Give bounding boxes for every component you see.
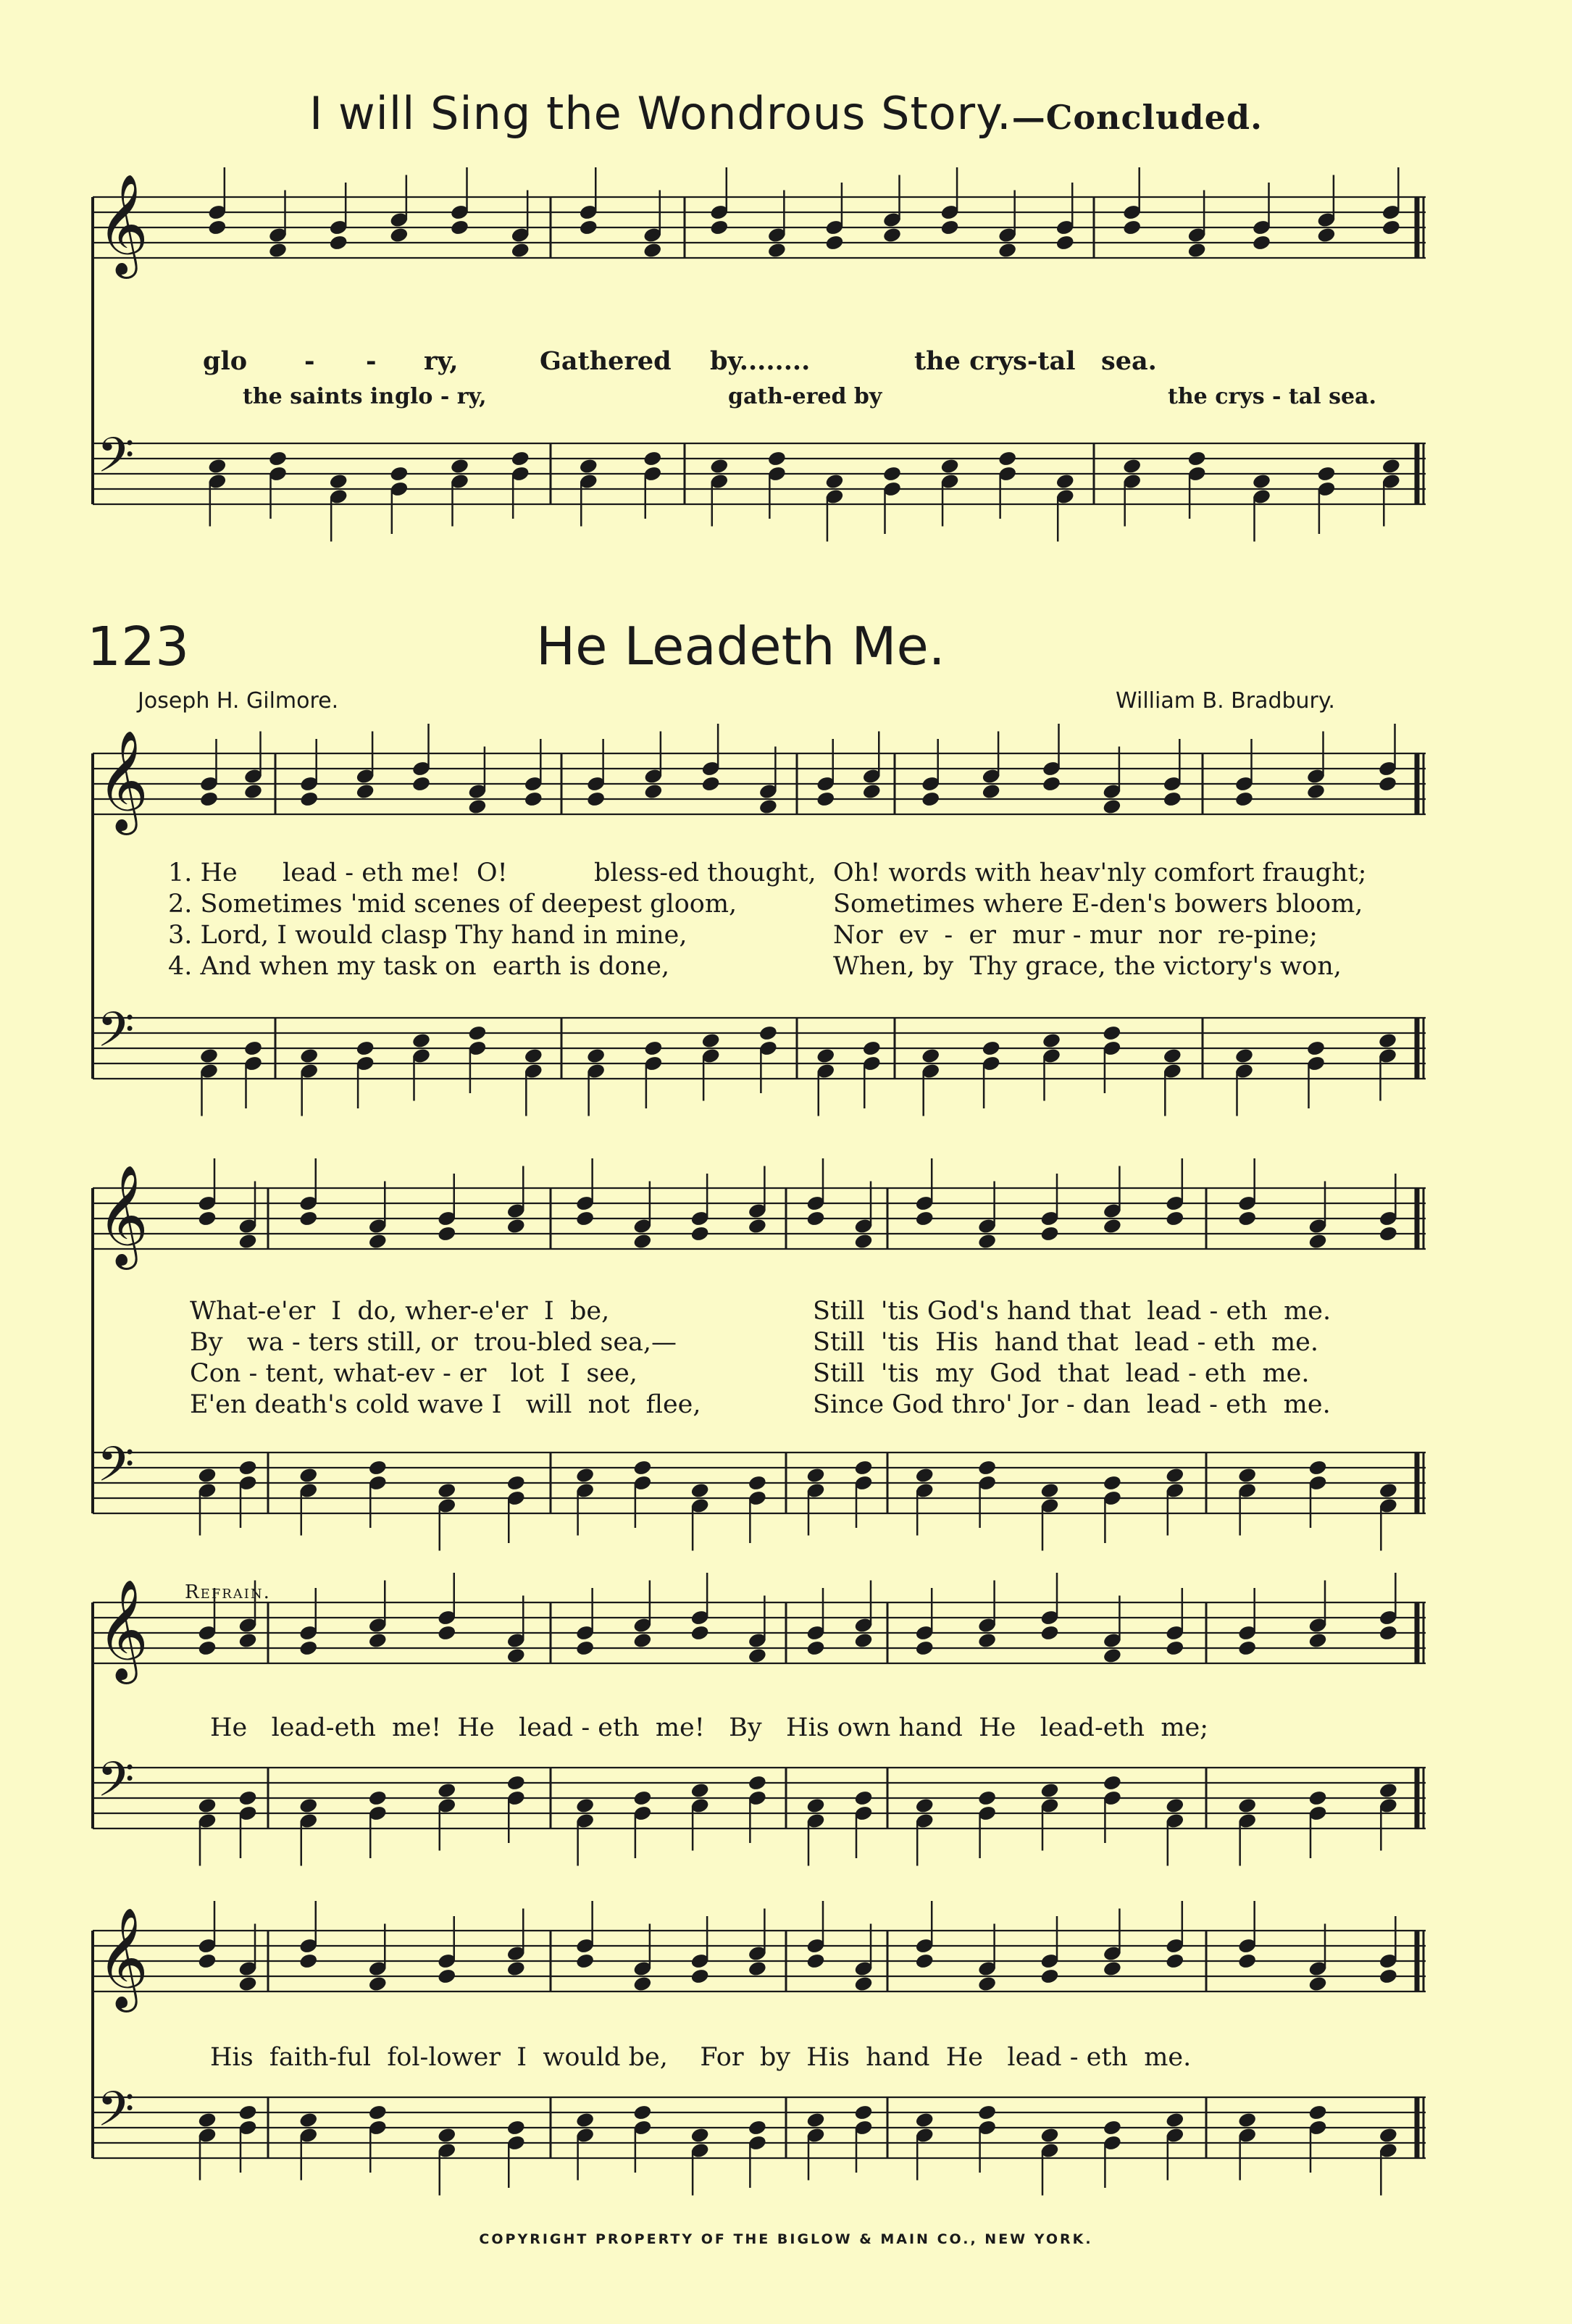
verse-1-line-b-1: What-e'er I do, wher-e'er I be, bbox=[190, 1297, 610, 1326]
verse-1-line-b-2: Still 'tis God's hand that lead - eth me. bbox=[813, 1297, 1331, 1326]
previous-hymn-title-text: I will Sing the Wondrous Story. bbox=[309, 87, 1012, 140]
hymn-composer: William B. Bradbury. bbox=[1116, 688, 1335, 714]
prev-lyric-8: sea. bbox=[1101, 346, 1157, 376]
svg-text:𝄢: 𝄢 bbox=[97, 1002, 135, 1069]
verse-4-line-a-2: When, by Thy grace, the victory's won, bbox=[833, 952, 1342, 981]
verse-3-line-b-2: Still 'tis my God that lead - eth me. bbox=[813, 1359, 1310, 1388]
refrain-line-2: His faith-ful fol-lower I would be, For by His hand He lead - eth me. bbox=[210, 2043, 1192, 2072]
refrain-label: Refrain. bbox=[185, 1581, 271, 1603]
svg-text:𝄢: 𝄢 bbox=[97, 2081, 135, 2149]
verse-3-line-a-1: 3. Lord, I would clasp Thy hand in mine, bbox=[168, 921, 687, 950]
prev-echo-2: glo - ry, bbox=[395, 384, 487, 409]
svg-text:𝄢: 𝄢 bbox=[97, 1752, 135, 1819]
hymn-number: 123 bbox=[87, 616, 190, 678]
verse-1-line-a-2: lead - eth me! O! bbox=[283, 858, 508, 887]
verse-2-line-b-1: By wa - ters still, or trou-bled sea,— bbox=[190, 1328, 677, 1357]
prev-echo-3: gath-ered by bbox=[728, 384, 882, 409]
prev-echo-1: the saints in bbox=[243, 384, 395, 409]
prev-lyric-4: ry, bbox=[424, 346, 459, 376]
hymn-author: Joseph H. Gilmore. bbox=[138, 688, 339, 714]
prev-echo-4: the crys - tal sea. bbox=[1168, 384, 1376, 409]
svg-text:𝄞: 𝄞 bbox=[97, 1907, 149, 2008]
verse-4-line-b-1: E'en death's cold wave I will not flee, bbox=[190, 1390, 701, 1419]
svg-text:𝄢: 𝄢 bbox=[97, 427, 135, 495]
refrain-line-1: He lead-eth me! He lead - eth me! By His own hand He lead-eth me; bbox=[210, 1713, 1209, 1742]
verse-4-line-a-1: 4. And when my task on earth is done, bbox=[168, 952, 670, 981]
copyright-footer: COPYRIGHT PROPERTY OF THE BIGLOW & MAIN CO., NEW YORK. bbox=[479, 2231, 1093, 2247]
previous-hymn-title-suffix: —Concluded. bbox=[1011, 98, 1263, 137]
svg-text:𝄞: 𝄞 bbox=[97, 730, 149, 831]
svg-text:𝄞: 𝄞 bbox=[97, 174, 149, 275]
prev-lyric-3: - bbox=[366, 346, 377, 376]
verse-1-line-a-3: bless-ed thought, bbox=[594, 858, 816, 887]
prev-lyric-5: Gathered bbox=[540, 346, 672, 376]
svg-text:𝄢: 𝄢 bbox=[97, 1437, 135, 1504]
verse-3-line-a-2: Nor ev - er mur - mur nor re-pine; bbox=[833, 921, 1318, 950]
prev-lyric-1: glo bbox=[203, 346, 248, 376]
verse-2-line-b-2: Still 'tis His hand that lead - eth me. bbox=[813, 1328, 1319, 1357]
verse-1-line-a-1: 1. He bbox=[168, 858, 238, 887]
verse-2-line-a-2: Sometimes where E-den's bowers bloom, bbox=[833, 890, 1363, 919]
prev-lyric-6: by........ bbox=[710, 346, 811, 376]
verse-1-line-a-4: Oh! words with heav'nly comfort fraught; bbox=[833, 858, 1367, 887]
svg-text:𝄞: 𝄞 bbox=[97, 1579, 149, 1680]
verse-4-line-b-2: Since God thro' Jor - dan lead - eth me. bbox=[813, 1390, 1331, 1419]
verse-3-line-b-1: Con - tent, what-ev - er lot I see, bbox=[190, 1359, 637, 1388]
verse-2-line-a-1: 2. Sometimes 'mid scenes of deepest gloom, bbox=[168, 890, 737, 919]
prev-lyric-2: - bbox=[304, 346, 315, 376]
prev-lyric-7: the crys-tal bbox=[914, 346, 1076, 376]
hymn-title: He Leadeth Me. bbox=[536, 616, 945, 677]
svg-text:𝄞: 𝄞 bbox=[97, 1165, 149, 1266]
